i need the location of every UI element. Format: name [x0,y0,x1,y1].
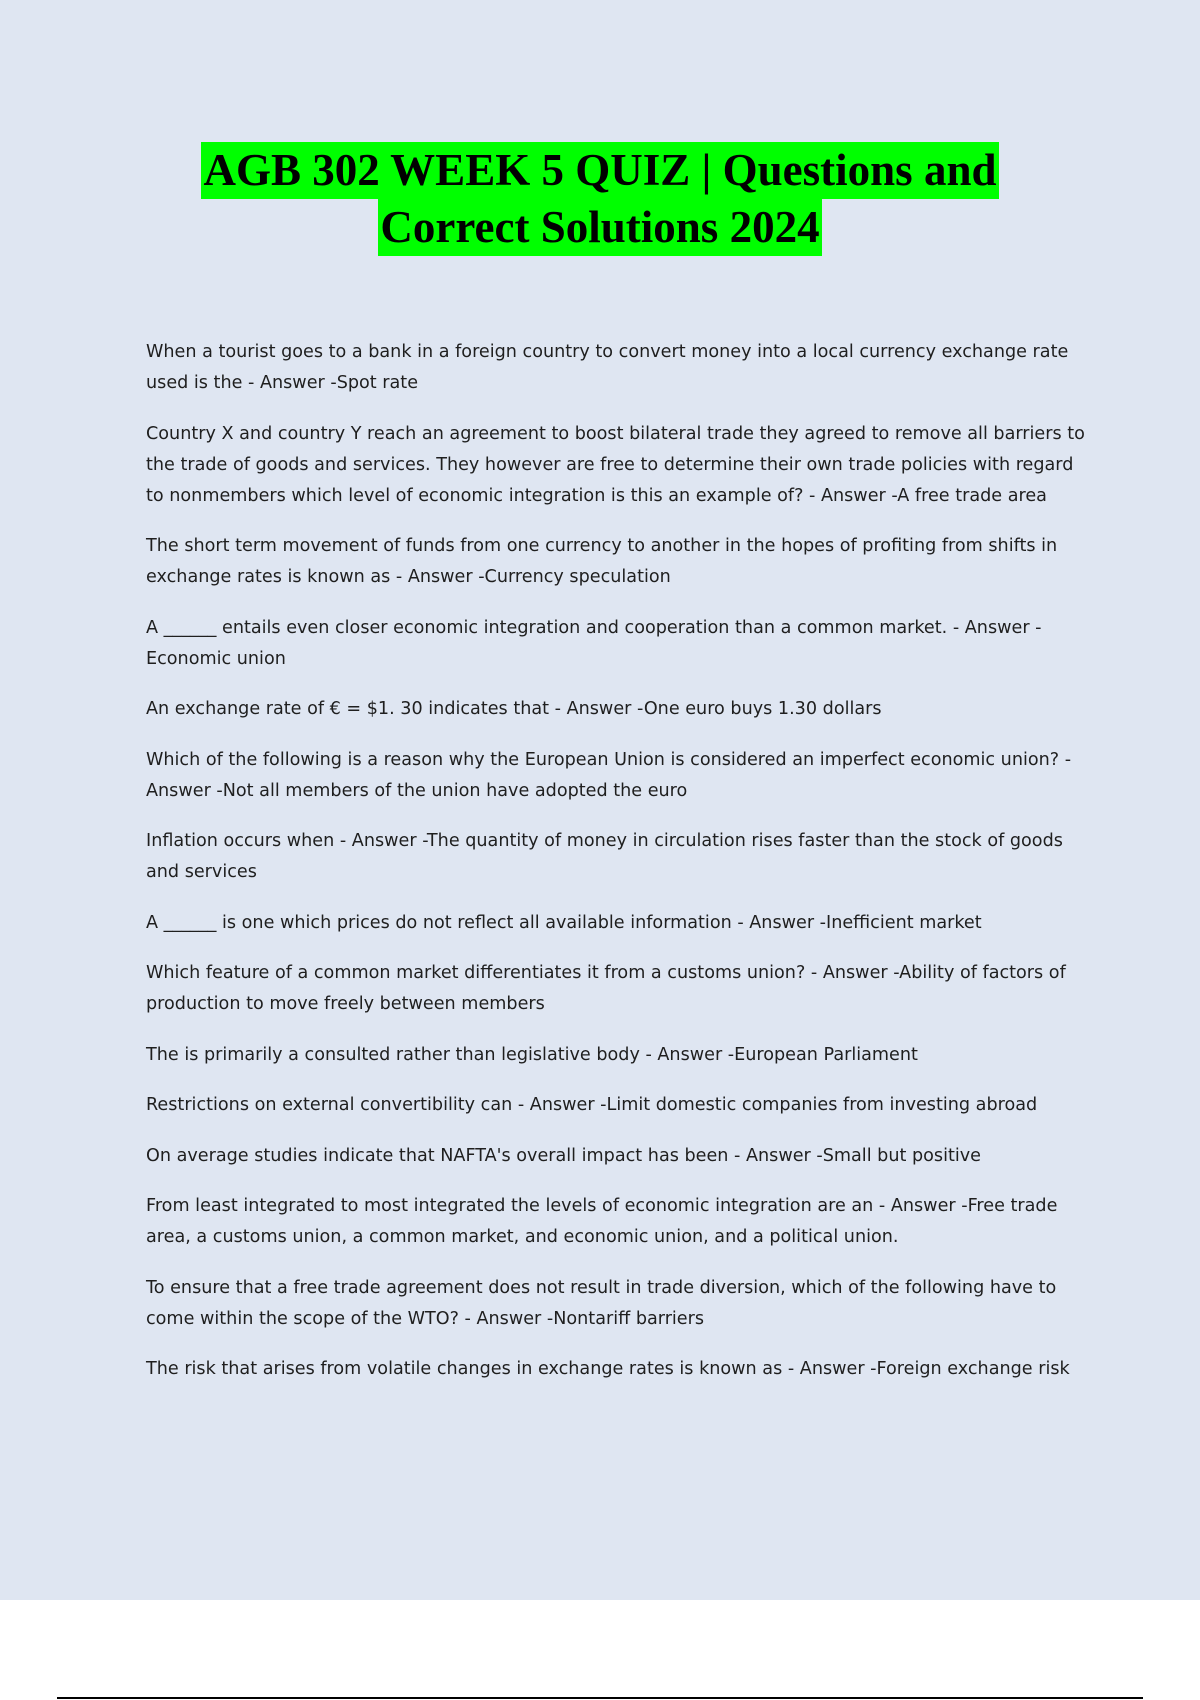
list-item: When a tourist goes to a bank in a foreign country to convert money into a local currency exchange rate used is the - Answer -Spot rate [146,342,1069,393]
bottom-divider [57,1697,1143,1699]
list-item: From least integrated to most integrated the levels of economic integration are an - Answer -Free trade area, a customs union, a common market, and economic union, and a political union. [146,1196,1058,1247]
list-item: Which feature of a common market differentiates it from a customs union? - Answer -Ability of factors of production to move freely between members [146,963,1066,1014]
list-item: The is primarily a consulted rather than legislative body - Answer -European Parliament [146,1044,918,1065]
list-item: Which of the following is a reason why the European Union is considered an imperfect economic union? - Answer -Not all members of the union have adopted the euro [146,749,1072,801]
document-title [0,142,1200,256]
title-line-1: AGB 302 WEEK 5 QUIZ | Questions and [201,142,998,199]
list-item: Country X and country Y reach an agreement to boost bilateral trade they agreed to remove all barriers to the trade of goods and services. They however are free to determine their own trade policies with regard to nonmembers which level of economic integration is this an example of? - Answer -A free trade area [146,423,1085,506]
title-line-2: Correct Solutions 2024 [378,199,821,256]
list-item: Inflation occurs when - Answer -The quantity of money in circulation rises faster than the stock of goods and services [146,831,1063,882]
list-item: The short term movement of funds from one currency to another in the hopes of profiting from shifts in exchange rates is known as - Answer -Currency speculation [146,536,1058,587]
list-item: On average studies indicate that NAFTA's overall impact has been - Answer -Small but positive [146,1145,981,1166]
list-item: Restrictions on external convertibility can - Answer -Limit domestic companies from investing abroad [146,1095,1038,1115]
question-answer-list [146,337,1086,1405]
list-item: An exchange rate of € = $1. 30 indicates that - Answer -One euro buys 1.30 dollars [146,699,882,719]
list-item: A ______ is one which prices do not reflect all available information - Answer -Inefficient market [146,912,982,933]
list-item: A ______ entails even closer economic integration and cooperation than a common market. - Answer -Economic union [146,617,1042,669]
list-item: The risk that arises from volatile changes in exchange rates is known as - Answer -Foreign exchange risk [146,1359,1070,1379]
list-item: To ensure that a free trade agreement does not result in trade diversion, which of the following have to come within the scope of the WTO? - Answer -Nontariff barriers [146,1277,1057,1329]
